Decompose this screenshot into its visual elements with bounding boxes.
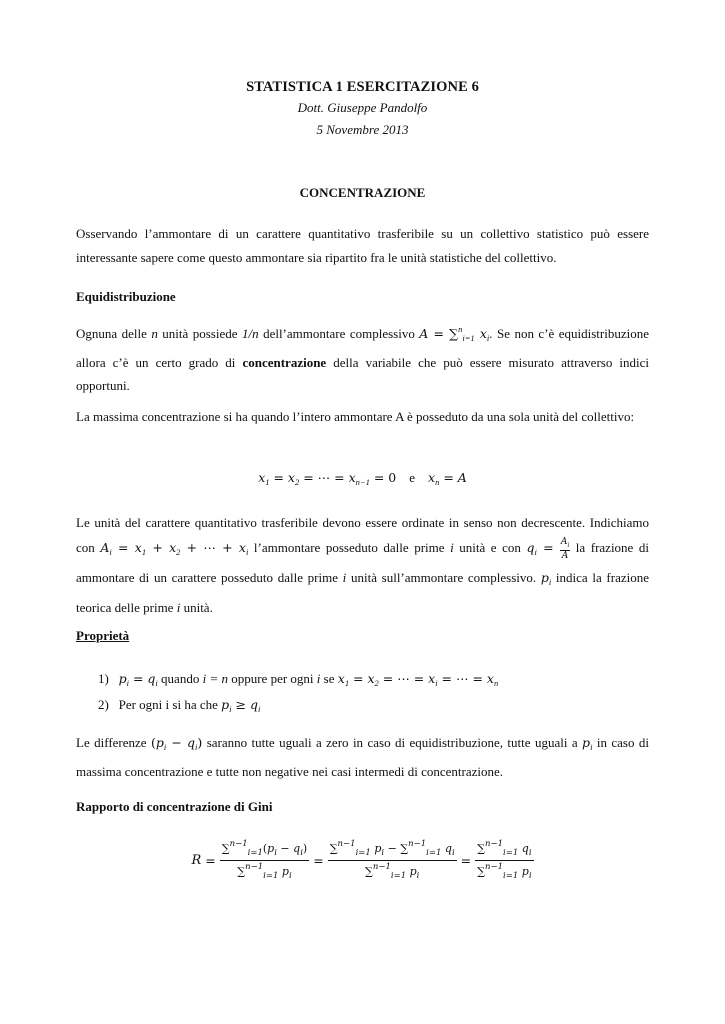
formula-total: A [419, 326, 429, 341]
properties-list [98, 668, 498, 720]
formula-max-concentration: $x_1 = x_2$ = ⋯ = $x_{n-1} = 0$ e $x_n = A$ [258, 470, 467, 487]
ordering-paragraph: Le unità del carattere quantitativo trasferibile devono essere ordinate in senso non decrescente. Indichiamo con $A_i = x_1 + x_2$ + ⋯ + $x_i$ l’ammontare posseduto dalle prime i unità e con $q_i$ = $\frac{A_i}{A}$ la frazione di ammontare di un carattere posseduto dalle prime i unità sull’ammontare complessivo. $p_i$ indica la frazione teorica delle prime i unità. [76, 515, 649, 615]
gini-fraction-1: $\frac{\sum^{n-1}_{i=1}(p_i - q_i)}{\sum^{n-1}_{i=1} p_i}$ [221, 839, 308, 881]
heading-equidistribuzione: Equidistribuzione [76, 289, 176, 304]
gini-fraction-2: $\frac{\sum^{n-1}_{i=1} p_i - \sum^{n-1}_{i=1} q_i}{\sum^{n-1}_{i=1} p_i}$ [329, 839, 455, 881]
differences-paragraph: Le differenze $(p_i - q_i)$ saranno tutte uguali a zero in caso di equidistribuzione, tutte uguali a $p_i$ in caso di massima concentrazione e tutte non negative nei casi intermedi di concentrazione. [76, 735, 650, 779]
heading-proprieta: Proprietà [76, 628, 130, 643]
intro-paragraph: Osservando l’ammontare di un carattere quantitativo trasferibile su un collettivo statistico può essere interessante sapere come questo ammontare sia ripartito fra le unità statistiche del collettivo. [76, 226, 649, 265]
section-title: CONCENTRAZIONE [299, 185, 426, 200]
document-author: Dott. Giuseppe Pandolfo [297, 100, 428, 115]
gini-fraction-3: $\frac{\sum^{n-1}_{i=1} q_i}{\sum^{n-1}_{i=1} p_i}$ [477, 839, 532, 881]
max-concentration-paragraph: La massima concentrazione si ha quando l’intero ammontare A è posseduto da una sola unità del collettivo: [76, 409, 635, 424]
property-item-1: 1) $p_i = q_i$ quando i = n oppure per ogni i se $x_1 = x_2$ = ⋯ = $x_i$ = ⋯ = $x_n$ [98, 671, 499, 688]
equidistribuzione-paragraph: Ognuna delle n unità possiede 1/n dell’ammontare complessivo A = ∑$^n_{i=1}$ $x_i$. Se non c’è equidistribuzione allora c’è un certo grado di concentrazione della variabile che può essere misurato attraverso indici opportuni. [76, 324, 650, 393]
document-header [0, 77, 725, 141]
formula-gini: R = $\frac{\sum^{n-1}_{i=1}(p_i - q_i)}{\sum^{n-1}_{i=1} p_i}$ = $\frac{\sum^{n-1}_{i=1} p_i - \sum^{n-1}_{i=1} q_i}{\sum^{n-1}_{i=1} p_i}$ = $\frac{\sum^{n-1}_{i=1} q_i}{\sum^{n-1}_{i=1} p_i}$ [191, 839, 532, 881]
document-title: STATISTICA 1 ESERCITAZIONE 6 [246, 79, 479, 95]
document-date: 5 Novembre 2013 [316, 122, 409, 137]
heading-gini: Rapporto di concentrazione di Gini [76, 799, 273, 814]
property-item-2: 2) Per ogni i si ha che $p_i \ge q_i$ [98, 697, 261, 714]
